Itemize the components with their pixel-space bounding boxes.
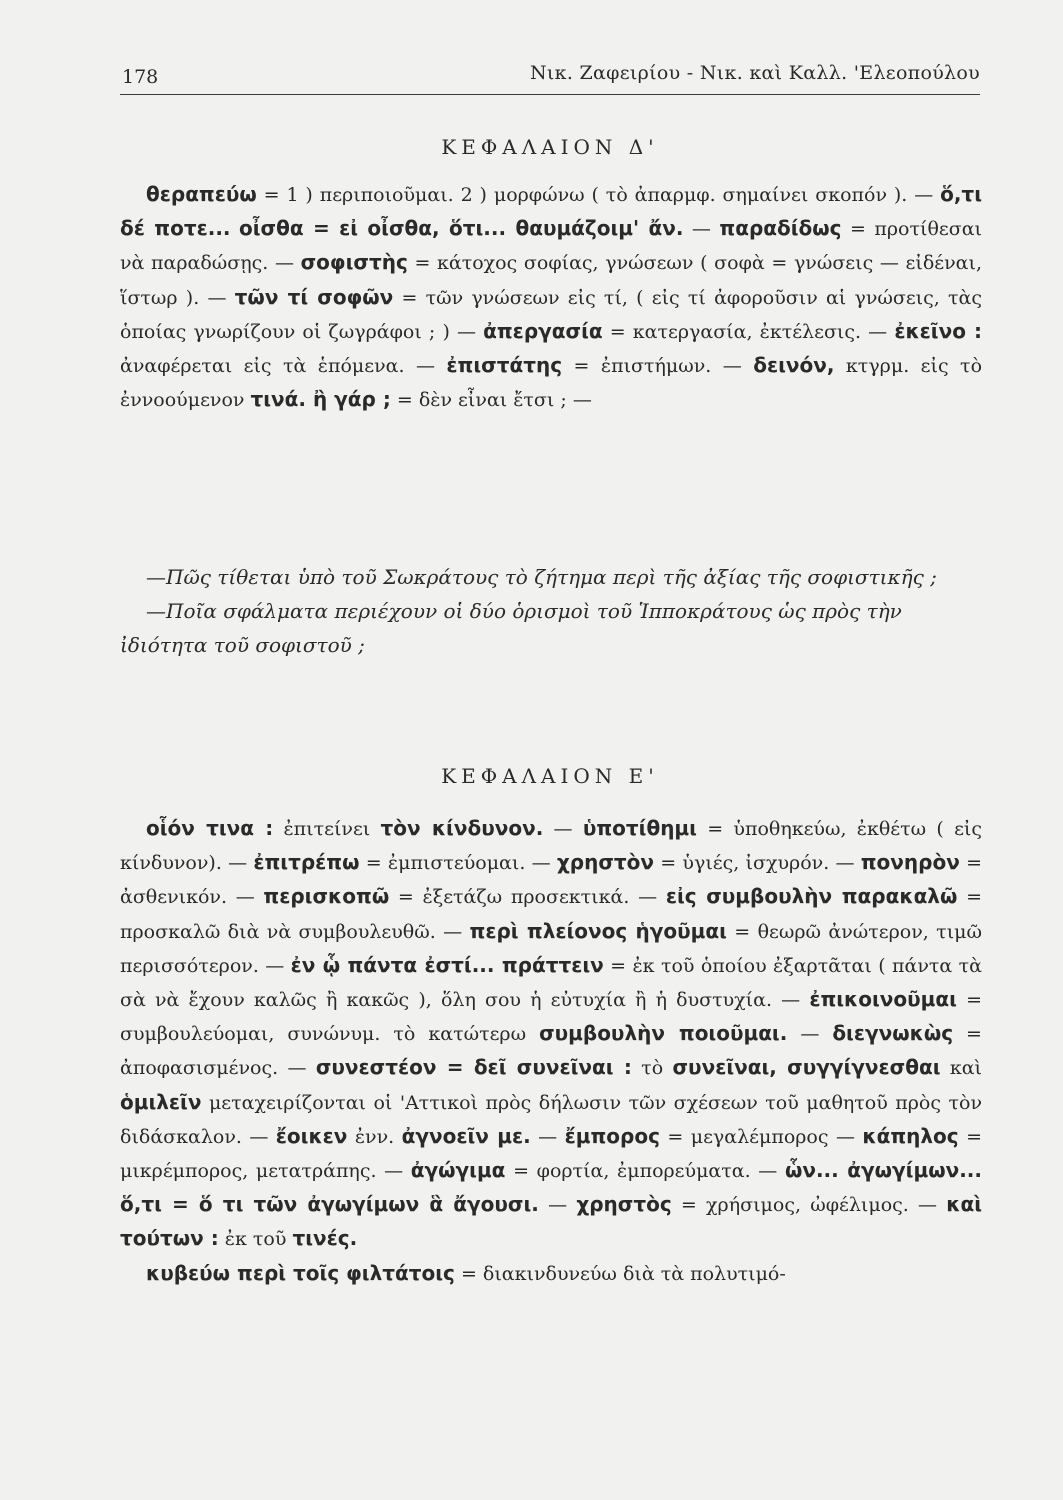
definition: = ὑποθηκεύω, ἐκθέτω ( εἰς κίνδυνον). — xyxy=(120,818,983,875)
definition: = μεγαλέμπορος — xyxy=(659,1125,863,1148)
term: περισκοπῶ xyxy=(263,884,390,909)
term: ἐπιτρέπω xyxy=(253,850,360,875)
definition: = προτίθεσαι νὰ παραδώσῃς. — xyxy=(120,218,982,275)
question: —Πῶς τίθεται ὑπὸ τοῦ Σωκράτους τὸ ζήτημα περὶ τῆς ἀξίας τῆς σοφιστικῆς ; xyxy=(146,565,937,589)
chapter-heading-d: ΚΕΦΑΛΑΙΟΝ Δ' xyxy=(441,135,659,159)
term: τινά. ἢ γάρ ; xyxy=(250,387,391,412)
definition: = διακινδυνεύω διὰ τὰ πολυτιμό- xyxy=(454,1262,786,1285)
term: περὶ πλείονος ἡγοῦμαι xyxy=(469,918,727,943)
definition: = ἐπιστήμων. — xyxy=(562,355,754,378)
definition: ἀναφέρεται εἰς τὰ ἑπόμενα. — xyxy=(120,355,447,378)
term: χρηστὸν xyxy=(556,850,655,875)
definition: = μικρέμπορος, μετατράπης. — xyxy=(120,1125,983,1183)
chapter-heading-e: ΚΕΦΑΛΑΙΟΝ Ε' xyxy=(441,764,659,788)
term: ἔμπορος xyxy=(564,1123,660,1148)
definition: = ἀσθενικόν. — xyxy=(120,852,982,909)
definition: = δὲν εἶναι ἔτσι ; — xyxy=(390,389,592,412)
definition: — xyxy=(538,1194,577,1217)
definition: = θεωρῶ ἀνώτερον, τιμῶ περισσότερον. — xyxy=(120,920,982,977)
definition: = χρήσιμος, ὠφέλιμος. — xyxy=(671,1194,947,1217)
term: τινές. xyxy=(292,1226,358,1251)
page-number: 178 xyxy=(122,66,159,88)
definition: ἐκ τοῦ xyxy=(218,1228,293,1251)
term: ἀγώγιμα xyxy=(410,1158,506,1183)
definition: = κατεργασία, ἐκτέλεσις. — xyxy=(602,320,895,343)
definition: = ἐμπιστεύομαι. — xyxy=(359,852,557,875)
definition: = ἐκ τοῦ ὁποίου ἐξαρτᾶται ( πάντα τὰ σὰ νὰ ἔχουν καλῶς ἢ κακῶς ), ὅλη σου ἡ εὐτυχία ἢ ἡ δυστυχία. — xyxy=(120,954,982,1012)
definition: = 1 ) περιποιοῦμαι. 2 ) μορφώνω ( τὸ ἀπαρμφ. σημαίνει σκοπόν ). — xyxy=(256,184,941,206)
review-questions xyxy=(120,560,982,662)
term: συμβουλὴν ποιοῦμαι. xyxy=(539,1021,788,1046)
term: ἔοικεν xyxy=(275,1123,348,1148)
glossary-paragraph xyxy=(120,1257,982,1291)
term: παραδίδως xyxy=(719,216,842,241)
term: κάπηλος xyxy=(862,1123,959,1148)
term: σοφιστὴς xyxy=(300,250,408,275)
glossary-paragraph xyxy=(120,178,982,417)
term: πονηρὸν xyxy=(860,850,960,875)
term: οἷόν τινα : xyxy=(146,816,274,840)
term: συνεστέον = δεῖ συνεῖναι : xyxy=(315,1055,632,1080)
term: ἐν ᾧ πάντα ἐστί... πράττειν xyxy=(290,952,604,977)
definition: = κάτοχος σοφίας, γνώσεων ( σοφὰ = γνώσεις — εἰδέναι, ἵστωρ ). — xyxy=(120,252,982,309)
term: ἐκεῖνο : xyxy=(894,318,982,343)
definition: = προσκαλῶ διὰ νὰ συμβουλευθῶ. — xyxy=(120,886,982,943)
question: —Ποῖα σφάλματα περιέχουν οἱ δύο ὁρισμοὶ τοῦ Ἱπποκράτους ὡς πρὸς τὴν ἰδιότητα τοῦ σοφιστοῦ ; xyxy=(120,599,902,657)
term: κυβεύω περὶ τοῖς φιλτάτοις xyxy=(146,1260,455,1285)
definition: ἐνν. xyxy=(347,1125,402,1148)
definition: — xyxy=(543,818,583,840)
term: ἀγνοεῖν με. xyxy=(401,1123,531,1148)
term: δεινόν, xyxy=(753,353,835,378)
definition: μεταχειρίζονται οἱ 'Αττικοὶ πρὸς δήλωσιν τῶν σχέσεων τοῦ μαθητοῦ πρὸς τὸν διδάσκαλον. — xyxy=(120,1091,982,1148)
term: ἐπικοινοῦμαι xyxy=(809,987,957,1012)
definition: — xyxy=(530,1125,565,1148)
term: καὶ τούτων : xyxy=(120,1192,982,1251)
definition: ἐπιτείνει xyxy=(273,818,381,840)
definition: = τῶν γνώσεων εἰς τί, ( εἰς τί ἀφοροῦσιν αἱ γνώσεις, τὰς ὁποίας γνωρίζουν οἱ ζωγράφοι ; ) — xyxy=(120,286,982,343)
definition: τὸ xyxy=(631,1057,673,1080)
running-head xyxy=(120,54,980,95)
term: θεραπεύω xyxy=(146,182,257,206)
definition: — xyxy=(787,1023,833,1046)
chapter-e-glossary xyxy=(120,812,982,1291)
term: ἐπιστάτης xyxy=(446,353,563,378)
term: εἰς συμβουλὴν παρακαλῶ xyxy=(665,884,958,909)
definition: κτγρμ. εἰς τὸ ἐννοούμενον xyxy=(120,355,983,412)
definition: καὶ xyxy=(940,1057,983,1080)
definition: = ἐξετάζω προσεκτικά. — xyxy=(389,886,666,909)
term: ὅ,τι δέ ποτε... xyxy=(120,182,982,241)
term: τὸν κίνδυνον. xyxy=(380,816,544,840)
definition: — xyxy=(683,218,720,241)
definition: = φορτία, ἐμπορεύματα. — xyxy=(505,1160,785,1183)
term: ὧν... ἀγωγίμων... ὅ,τι = ὅ τι τῶν ἀγωγίμων ἃ ἄγουσι. xyxy=(120,1158,982,1217)
definition xyxy=(231,218,239,240)
term: τῶν τί σοφῶν xyxy=(234,284,394,309)
definition: = ἀποφασισμένος. — xyxy=(120,1023,982,1080)
term: οἶσθα = εἰ οἶσθα, ὅτι... θαυμάζοιμ' ἄν. xyxy=(238,216,684,241)
definition: = ὑγιές, ἰσχυρόν. — xyxy=(654,852,861,875)
definition: = συμβουλεύομαι, συνώνυμ. τὸ κατώτερω xyxy=(120,989,982,1046)
term: ἀπεργασία xyxy=(483,318,603,343)
chapter-d-glossary xyxy=(120,178,982,417)
term: διεγνωκὼς xyxy=(832,1021,954,1046)
term: ὁμιλεῖν xyxy=(120,1089,202,1114)
running-title: Νικ. Ζαφειρίου - Νικ. καὶ Καλλ. 'Ελεοπούλου xyxy=(529,62,980,84)
glossary-paragraph xyxy=(120,812,982,1257)
term: ὑποτίθημι xyxy=(582,816,697,840)
term: χρηστὸς xyxy=(576,1192,672,1217)
term: συνεῖναι, συγγίγνεσθαι xyxy=(672,1055,941,1080)
